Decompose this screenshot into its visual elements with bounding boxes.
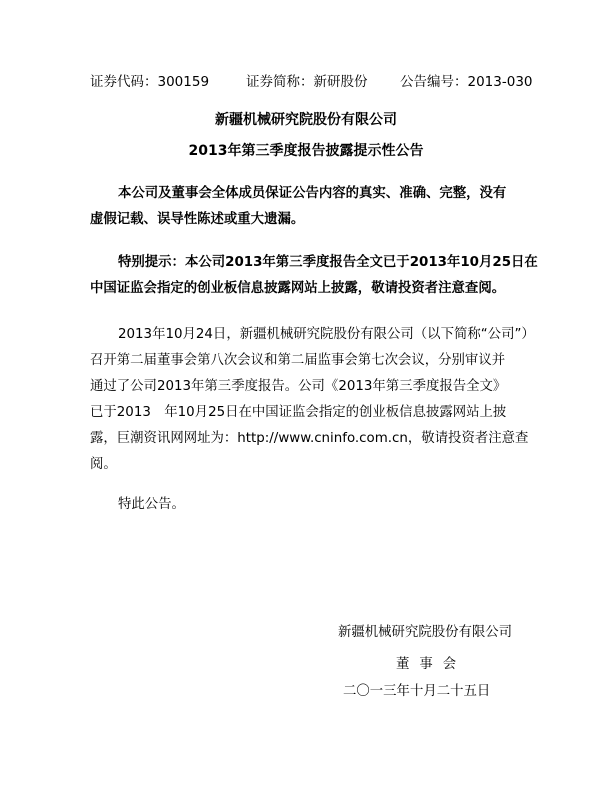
notice-line: 中国证监会指定的创业板信息披露网站上披露，敬请投资者注意查阅。 [90, 281, 506, 296]
company-title: 新疆机械研究院股份有限公司 [215, 112, 397, 128]
body-line: 阅。 [90, 457, 117, 472]
body-line: 露，巨潮资讯网网址为：http://www.cninfo.com.cn，敬请投资者注意查 [90, 431, 529, 446]
signature-company: 新疆机械研究院股份有限公司 [338, 625, 513, 640]
body-line: 2013年10月24日，新疆机械研究院股份有限公司（以下简称“公司”） [118, 327, 535, 342]
statement-line: 虚假记载、误导性陈述或重大遗漏。 [90, 211, 305, 227]
body-line: 召开第二届董事会第八次会议和第二届监事会第七次会议，分别审议并 [90, 353, 506, 368]
special-notice [90, 250, 538, 302]
body-line: 已于2013 年10月25日在中国证监会指定的创业板信息披露网站上披 [90, 405, 507, 420]
body-paragraph [90, 322, 535, 478]
stock-abbreviation: 证券简称：新研股份 [246, 74, 368, 90]
stock-code: 证券代码：300159 [90, 74, 210, 90]
notice-line: 特别提示：本公司2013年第三季度报告全文已于2013年10月25日在 [118, 255, 538, 270]
signature-date: 二〇一三年十月二十五日 [343, 684, 491, 699]
closing-line: 特此公告。 [118, 497, 185, 512]
statement-line: 本公司及董事会全体成员保证公告内容的真实、准确、完整，没有 [118, 185, 507, 201]
closing-remark [90, 492, 526, 518]
report-title: 2013年第三季度报告披露提示性公告 [188, 143, 424, 159]
signature-board: 董事会 [396, 657, 467, 672]
board-guarantee-statement [90, 180, 526, 232]
notice-number: 公告编号：2013-030 [400, 74, 533, 90]
body-line: 通过了公司2013年第三季度报告。公司《2013年第三季度报告全文》 [90, 379, 507, 394]
